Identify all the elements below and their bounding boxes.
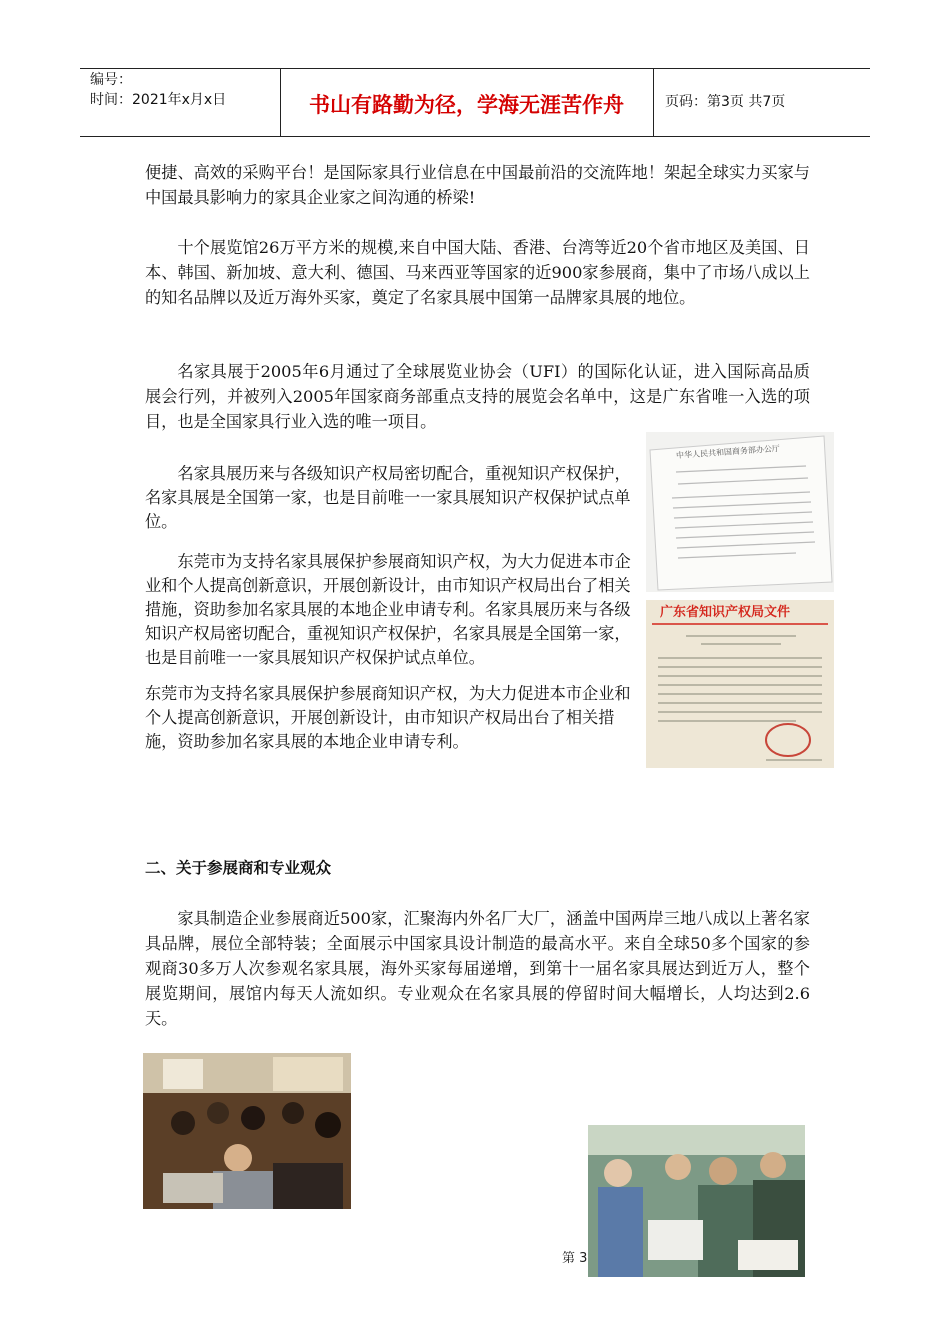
header-meta xyxy=(90,70,226,110)
doc1-title: 中华人民共和国商务部办公厅 xyxy=(675,443,781,461)
doc2-title: 广东省知识产权局文件 xyxy=(660,605,791,620)
visitors-reading-photo xyxy=(588,1125,805,1277)
paragraph-5a: 东莞市为支持名家具展保护参展商知识产权，为大力促进本市企业和个人提高创新意识，开展创新设计，由市知识产权局出台了相关措施，资助参加名家具展的本地企业申请专利。名家具展历来与各级知识产权局密切配合，重视知识产权保护，名家具展是全国第一家，也是目前唯一一家具展知识产权保护试点单位。 xyxy=(145,552,631,667)
exhibition-crowd-photo xyxy=(143,1053,351,1209)
header-motto: 书山有路勤为径，学海无涯苦作舟 xyxy=(309,93,624,117)
page-indicator: 页码：第3页 共7页 xyxy=(665,94,786,110)
page-footer: 第 3 xyxy=(562,1251,588,1266)
header-bottom-rule xyxy=(80,136,870,137)
paragraph-5b: 东莞市为支持名家具展保护参展商知识产权，为大力促进本市企业和个人提高创新意识，开展创新设计，由市知识产权局出台了相关措施，资助参加名家具展的本地企业申请专利。 xyxy=(145,684,631,751)
header-divider-right xyxy=(653,68,654,136)
section-2-heading: 二、关于参展商和专业观众 xyxy=(145,859,332,877)
ip-office-document-image xyxy=(646,600,834,768)
ministry-document-image xyxy=(646,432,834,592)
paragraph-1: 便捷、高效的采购平台！是国际家具行业信息在中国最前沿的交流阵地！架起全球实力买家与中国最具影响力的家具企业家之间沟通的桥梁! xyxy=(145,163,810,207)
number-label: 编号： xyxy=(90,72,132,88)
paragraph-3: 名家具展于2005年6月通过了全球展览业协会（UFI）的国际化认证，进入国际高品质展会行列，并被列入2005年国家商务部重点支持的展览会名单中，这是广东省唯一入选的项目，也是全国家具行业入选的唯一项目。 xyxy=(145,362,810,431)
paragraph-6: 家具制造企业参展商近500家，汇聚海内外名厂大厂，涵盖中国两岸三地八成以上著名家具品牌，展位全部特装；全面展示中国家具设计制造的最高水平。来自全球50多个国家的参观商30多万人次参观名家具展，海外买家每届递增，到第十一届名家具展达到近万人，整个展览期间，展馆内每天人流如织。专业观众在名家具展的停留时间大幅增长，人均达到2.6天。 xyxy=(145,909,810,1028)
paragraph-2: 十个展览馆26万平方米的规模,来自中国大陆、香港、台湾等近20个省市地区及美国、日本、韩国、新加坡、意大利、德国、马来西亚等国家的近900家参展商，集中了市场八成以上的知名品牌以及近万海外买家，奠定了名家具展中国第一品牌家具展的地位。 xyxy=(145,238,810,307)
header-top-rule xyxy=(80,68,870,69)
paragraph-4: 名家具展历来与各级知识产权局密切配合，重视知识产权保护，名家具展是全国第一家，也是目前唯一一家具展知识产权保护试点单位。 xyxy=(145,464,631,531)
time-label: 时间：2021年x月x日 xyxy=(90,92,227,108)
